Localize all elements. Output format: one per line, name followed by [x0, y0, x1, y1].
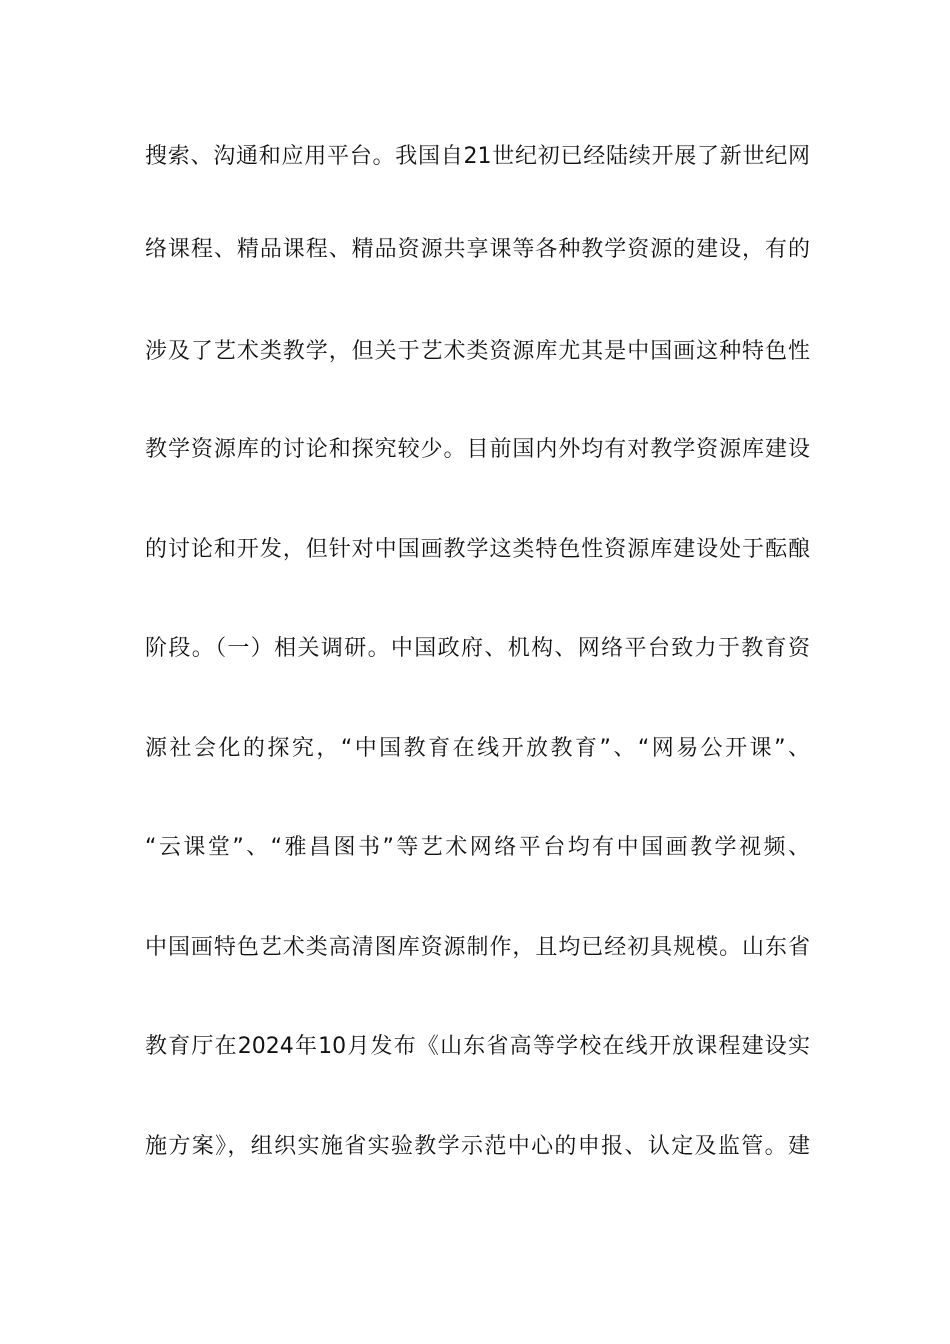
text-line: 施方案》，组织实施省实验教学示范中心的申报、认定及监管。建	[145, 1134, 810, 1159]
text-line: 的讨论和开发，但针对中国画教学这类特色性资源库建设处于酝酿	[145, 537, 810, 562]
text-line: 络课程、精品课程、精品资源共享课等各种教学资源的建设，有的	[145, 237, 810, 262]
text-line: 教学资源库的讨论和探究较少。目前国内外均有对教学资源库建设	[145, 437, 810, 462]
text-line: 教育厅在2024年10月发布《山东省高等学校在线开放课程建设实	[145, 1034, 810, 1059]
text-line: 源社会化的探究，“中国教育在线开放教育”、“网易公开课”、	[145, 736, 810, 761]
text-line: 中国画特色艺术类高清图库资源制作，且均已经初具规模。山东省	[145, 935, 810, 960]
text-line: “云课堂”、“雅昌图书”等艺术网络平台均有中国画教学视频、	[145, 835, 810, 860]
text-line: 搜索、沟通和应用平台。我国自21世纪初已经陆续开展了新世纪网	[145, 144, 810, 169]
text-line: 阶段。（一）相关调研。中国政府、机构、网络平台致力于教育资	[145, 636, 810, 661]
text-line: 涉及了艺术类教学，但关于艺术类资源库尤其是中国画这种特色性	[145, 339, 810, 364]
